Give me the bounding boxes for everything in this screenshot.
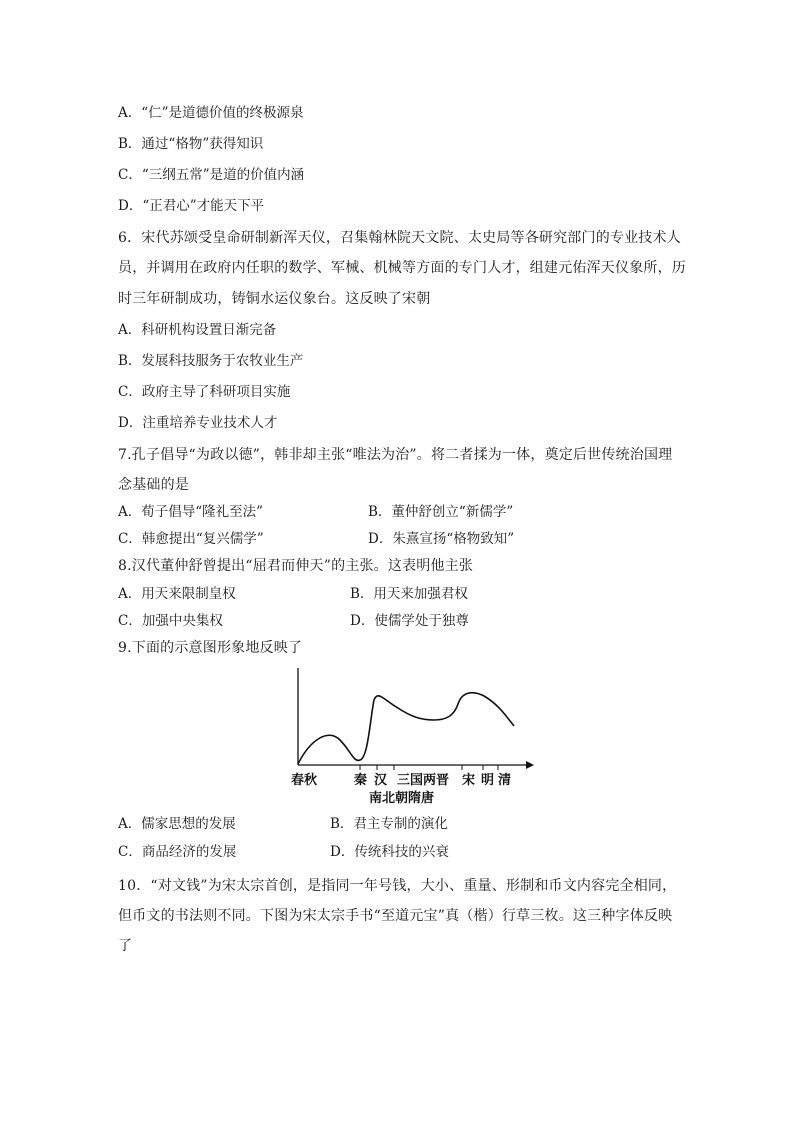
q7-option-a: A．荀子倡导“隆礼至法” — [118, 504, 264, 520]
q6-option-a: A．科研机构设置日渐完备 — [118, 322, 277, 338]
q7-option-c: C．韩愈提出“复兴儒学” — [118, 531, 264, 547]
q9-stem: 9.下面的示意图形象地反映了 — [118, 640, 303, 656]
q8-option-a: A．用天来限制皇权 — [118, 586, 236, 602]
q9-option-a: A．儒家思想的发展 — [118, 816, 236, 832]
q9-schematic-figure — [288, 660, 538, 810]
q6-stem-line1: 6．宋代苏颂受皇命研制新浑天仪，召集翰林院天文院、太史局等各研究部门的专业技术人 — [118, 230, 681, 246]
q6-option-b: B．发展科技服务于农牧业生产 — [118, 353, 304, 369]
q5-option-a: A．“仁”是道德价值的终极源泉 — [118, 105, 304, 121]
q8-option-b: B．用天来加强君权 — [350, 586, 468, 602]
label-qin: 秦 — [354, 773, 368, 788]
q10-stem-line2: 但币文的书法则不同。下图为宋太宗手书“至道元宝”真（楷）行草三枚。这三种字体反映 — [118, 908, 673, 924]
q6-option-c: C．政府主导了科研项目实施 — [118, 384, 291, 400]
q7-stem-line2: 念基础的是 — [118, 477, 189, 493]
label-nanbeichao-suitang: 南北朝隋唐 — [369, 791, 435, 806]
q8-stem: 8.汉代董仲舒曾提出“屈君而伸天”的主张。这表明他主张 — [118, 558, 474, 574]
q9-schematic-svg — [288, 660, 538, 810]
label-song: 宋 — [462, 773, 476, 788]
q10-stem-line3: 了 — [118, 938, 133, 954]
label-han: 汉 — [374, 773, 388, 788]
label-qing: 清 — [498, 773, 512, 788]
q6-option-d: D．注重培养专业技术人才 — [118, 415, 278, 431]
q5-option-d: D．“正君心”才能天下平 — [118, 198, 265, 214]
label-sanguo-liangjin: 三国两晋 — [397, 773, 450, 788]
q7-option-d: D．朱熹宣扬“格物致知” — [368, 531, 515, 547]
q7-option-b: B．董仲舒创立“新儒学” — [368, 504, 514, 520]
q5-option-c: C．“三纲五常”是道的价值内涵 — [118, 167, 305, 183]
label-chunqiu: 春秋 — [291, 773, 318, 788]
q9-option-b: B．君主专制的演化 — [330, 816, 448, 832]
q5-option-b: B．通过“格物”获得知识 — [118, 136, 264, 152]
q8-option-c: C．加强中央集权 — [118, 613, 223, 629]
q6-stem-line3: 时三年研制成功，铸铜水运仪象台。这反映了宋朝 — [118, 291, 431, 307]
q10-stem-line1: 10．“对文钱”为宋太宗首创，是指同一年号钱，大小、重量、形制和币文内容完全相同， — [118, 878, 677, 894]
q7-stem-line1: 7.孔子倡导“为政以德”，韩非却主张“唯法为治”。将二者揉为一体，奠定后世传统治国理 — [118, 447, 673, 463]
q8-option-d: D．使儒学处于独尊 — [350, 613, 469, 629]
label-ming: 明 — [481, 773, 495, 788]
x-axis-arrow — [526, 761, 534, 769]
q9-option-c: C．商品经济的发展 — [118, 844, 237, 860]
q6-stem-line2: 员，并调用在政府内任职的数学、军械、机械等方面的专门人才，组建元佑浑天仪象所，历 — [118, 260, 686, 276]
q9-option-d: D．传统科技的兴衰 — [330, 844, 449, 860]
trend-curve — [298, 693, 514, 764]
